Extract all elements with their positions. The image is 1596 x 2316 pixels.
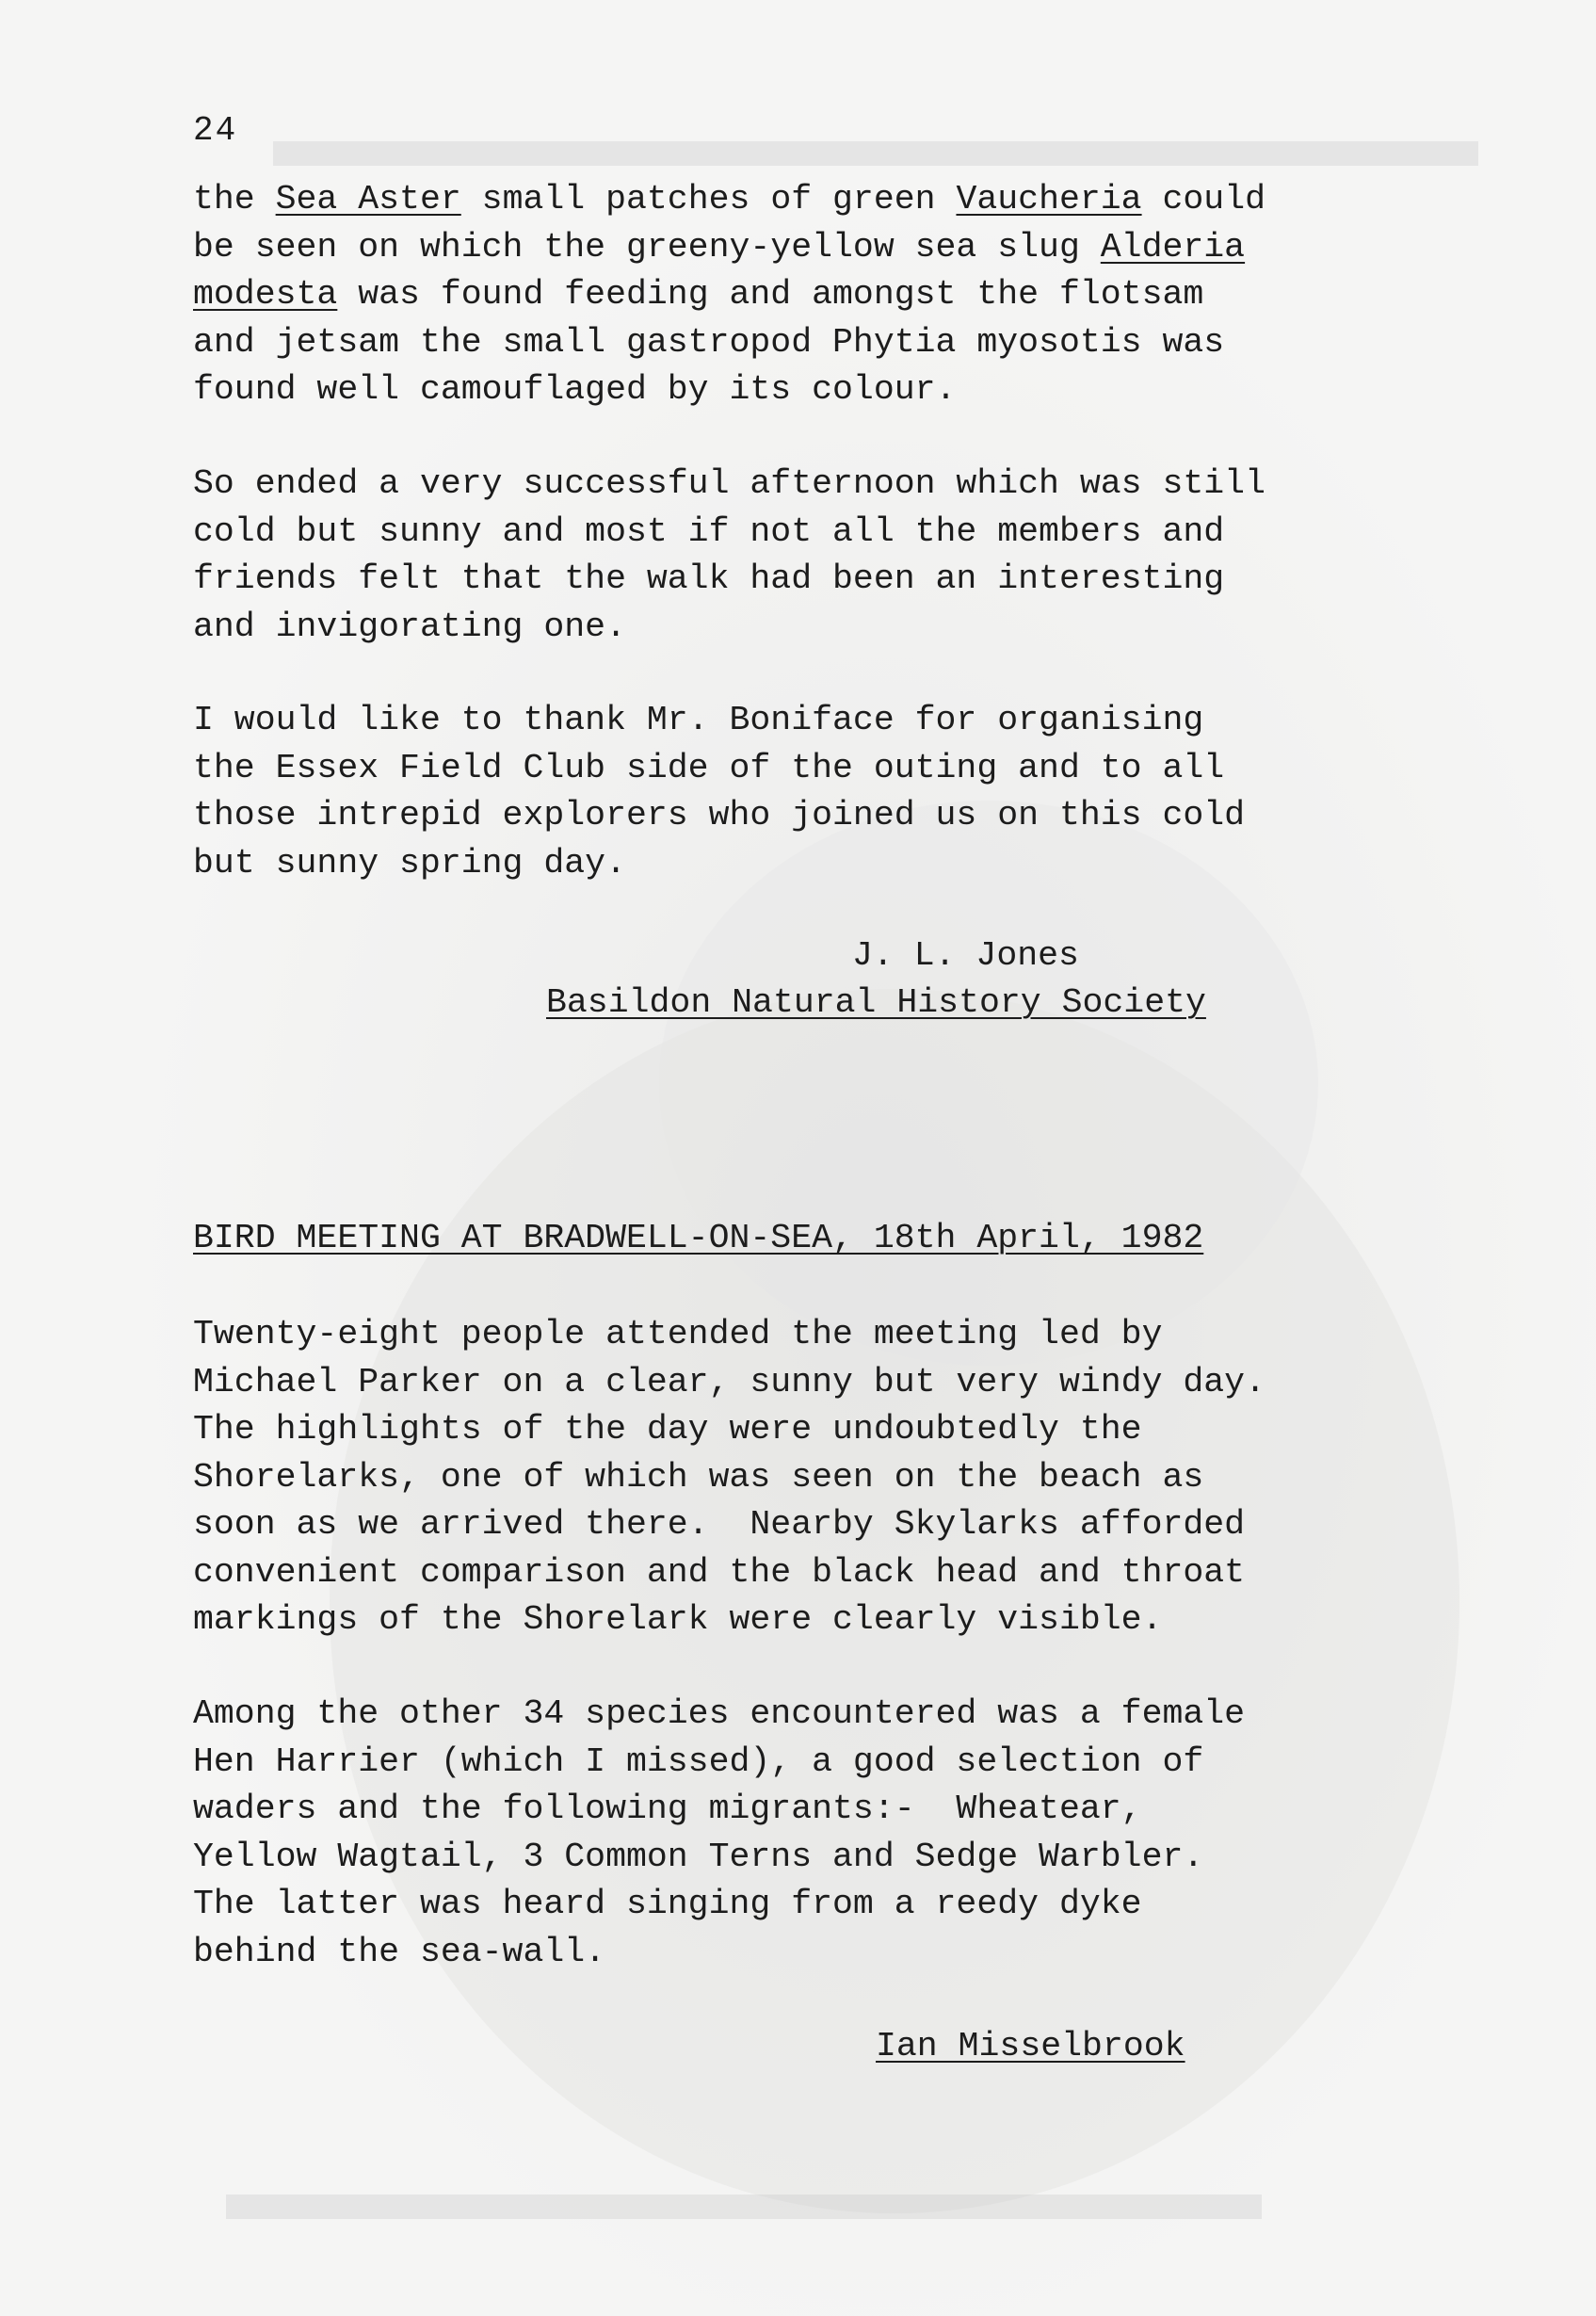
text-line: Among the other 34 species encountered was a female: [193, 1694, 1246, 1733]
text-line: and invigorating one.: [193, 607, 626, 646]
text-line: The highlights of the day were undoubtedly the: [193, 1410, 1142, 1449]
text-line: Twenty-eight people attended the meeting led by: [193, 1315, 1163, 1353]
text-line: those intrepid explorers who joined us on this cold: [193, 796, 1246, 834]
text-line: convenient comparison and the black head and throat: [193, 1552, 1246, 1592]
species-sea-aster: Sea Aster: [275, 180, 461, 219]
author-name: J. L. Jones: [852, 936, 1079, 975]
section-heading: BIRD MEETING AT BRADWELL-ON-SEA, 18th April, 1982: [193, 1219, 1204, 1257]
paragraph-meeting: [193, 1311, 1445, 1644]
species-alderia: Alderia: [1100, 227, 1246, 267]
page-number: 24: [193, 111, 238, 150]
text-line: I would like to thank Mr. Boniface for organising: [193, 701, 1204, 739]
text-line: Yellow Wagtail, 3 Common Terns and Sedge Warbler.: [193, 1837, 1204, 1876]
text-run: be seen on which the greeny-yellow sea slug: [193, 227, 1101, 267]
text-line: and jetsam the small gastropod Phytia myosotis was: [193, 322, 1225, 362]
text-line: but sunny spring day.: [193, 843, 626, 883]
text-run: could: [1141, 180, 1266, 219]
text-line: the Essex Field Club side of the outing and to all: [193, 748, 1225, 787]
species-vaucheria: Vaucheria: [956, 180, 1142, 219]
paragraph-conclusion: [193, 461, 1445, 651]
text-line: waders and the following migrants:- Wheatear,: [193, 1790, 1142, 1828]
text-line: The latter was heard singing from a reedy dyke: [193, 1885, 1142, 1923]
text-line: Michael Parker on a clear, sunny but very windy day.: [193, 1362, 1266, 1401]
author-society: Basildon Natural History Society: [546, 983, 1206, 1022]
text-line: behind the sea-wall.: [193, 1932, 606, 1971]
text-line: friends felt that the walk had been an interesting: [193, 559, 1225, 598]
paragraph-thanks: [193, 697, 1445, 887]
text-line: found well camouflaged by its colour.: [193, 370, 957, 409]
paragraph-species: [193, 1691, 1445, 1976]
paragraph-continuation: [193, 176, 1445, 414]
text-line: markings of the Shorelark were clearly visible.: [193, 1600, 1163, 1639]
text-line: Hen Harrier (which I missed), a good selection of: [193, 1741, 1204, 1781]
text-line: cold but sunny and most if not all the members and: [193, 511, 1225, 551]
text-run: small patches of green: [460, 180, 957, 219]
author-name-2: Ian Misselbrook: [876, 2027, 1185, 2065]
text-run: the: [193, 180, 276, 219]
text-line: Shorelarks, one of which was seen on the beach as: [193, 1457, 1204, 1497]
text-line: So ended a very successful afternoon which was still: [193, 464, 1266, 503]
species-modesta: modesta: [193, 275, 338, 314]
text-line: soon as we arrived there. Nearby Skylarks afforded: [193, 1505, 1246, 1544]
text-run: was found feeding and amongst the flotsam: [337, 275, 1204, 314]
